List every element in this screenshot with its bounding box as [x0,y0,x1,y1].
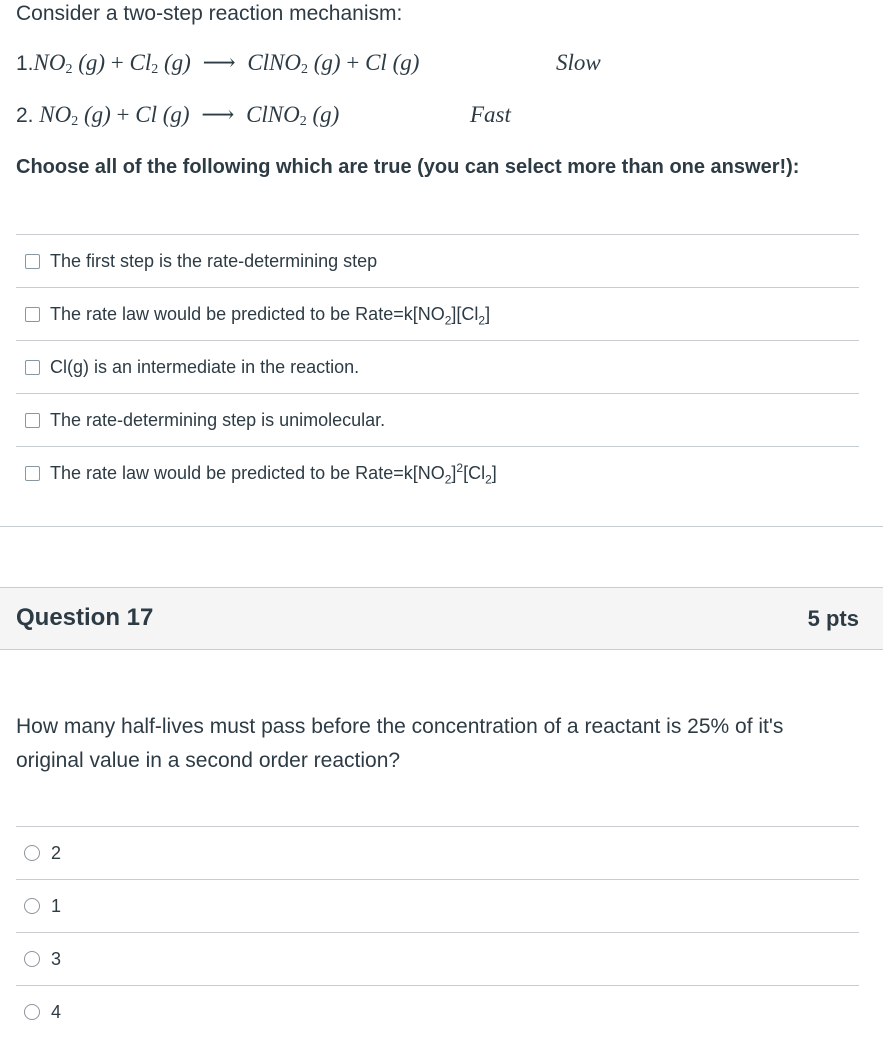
checkbox[interactable] [25,360,40,375]
question-16-answers [16,234,859,499]
answer-option[interactable]: 2 [16,826,859,879]
reaction-step-2: 2. $NO_2$ (g) + Cl (g) ⟶ ClNO$_2$ (g) [16,102,340,129]
question-divider [0,526,883,527]
answer-option[interactable]: The rate law would be predicted to be $Rate=k[NO_2]^2[Cl_2]$ [16,446,859,499]
question-16-prompt: Choose all of the following which are true (you can select more than one answer!): [16,156,800,178]
step-1-rate: Slow [556,50,601,75]
answer-option[interactable]: 1 [16,879,859,932]
reaction-arrow-icon: ⟶ [202,50,236,75]
answer-option[interactable]: 3 [16,932,859,985]
radio-button[interactable] [24,951,40,967]
checkbox[interactable] [25,413,40,428]
checkbox[interactable] [25,307,40,322]
answer-option[interactable]: The rate law would be predicted to be $Rate=k[NO_2][Cl_2]$ [16,287,859,340]
radio-button[interactable] [24,1004,40,1020]
question-17-answers [16,826,859,1038]
checkbox[interactable] [25,254,40,269]
answer-option[interactable]: Cl(g) is an intermediate in the reaction. [16,340,859,393]
radio-button[interactable] [24,845,40,861]
answer-option[interactable]: The rate-determining step is unimolecular. [16,393,859,446]
answer-option[interactable]: 4 [16,985,859,1038]
reaction-step-1: $1.NO_2$ $(g) + Cl_2$ (g) ⟶ ClNO$_2$ (g) + Cl (g) [16,50,420,77]
step-2-rate: Fast [470,102,511,127]
answer-option[interactable]: The first step is the rate-determining step [16,234,859,287]
mechanism-intro: Consider a two-step reaction mechanism: [16,2,403,25]
reaction-arrow-icon: ⟶ [201,102,235,127]
question-points: 5 pts [807,606,859,631]
radio-button[interactable] [24,898,40,914]
question-title: Question 17 [16,604,154,631]
checkbox[interactable] [25,466,40,481]
question-17-text: How many half-lives must pass before the concentration of a reactant is 25% of it's original value in a second order reaction? [16,715,784,772]
